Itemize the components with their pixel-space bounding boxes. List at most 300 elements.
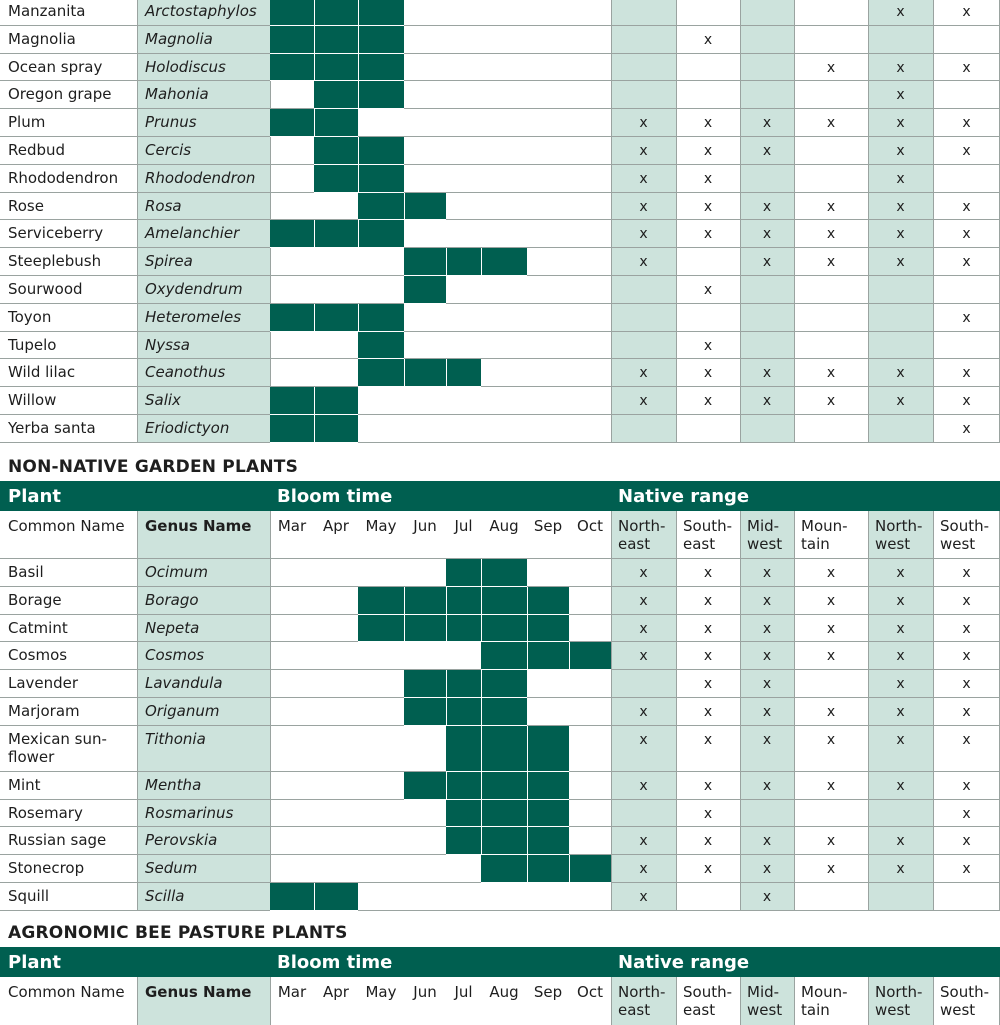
column-divider xyxy=(868,615,869,643)
column-divider xyxy=(676,0,677,26)
native-range-mark: x xyxy=(962,731,971,748)
bloom-month-divider xyxy=(314,220,315,247)
column-divider xyxy=(794,220,795,248)
column-divider xyxy=(868,248,869,276)
region-column-shade xyxy=(740,165,794,193)
column-divider xyxy=(868,387,869,415)
column-divider xyxy=(933,220,934,248)
column-divider xyxy=(868,0,869,26)
column-divider xyxy=(868,109,869,137)
plant-genus-name: Eriodictyon xyxy=(145,419,230,437)
bloom-period-bar xyxy=(481,642,611,669)
bloom-month-divider xyxy=(481,615,482,642)
native-range-mark: x xyxy=(703,861,713,878)
bloom-month-divider xyxy=(314,109,315,136)
plant-genus-name: Sedum xyxy=(145,859,198,878)
column-divider xyxy=(676,193,677,221)
native-range-mark: x xyxy=(896,254,905,271)
region-column-shade xyxy=(611,276,676,304)
bloom-month-divider xyxy=(481,726,482,771)
column-divider xyxy=(794,54,795,82)
column-divider xyxy=(270,276,271,304)
plant-common-name: Yerba santa xyxy=(8,419,96,437)
column-divider xyxy=(868,511,869,559)
column-divider xyxy=(794,587,795,615)
native-range-mark: x xyxy=(962,833,971,850)
column-divider xyxy=(740,276,741,304)
column-divider xyxy=(676,827,677,855)
column-divider xyxy=(794,248,795,276)
bloom-period-bar xyxy=(358,193,446,220)
section-title: NON-NATIVE GARDEN PLANTS xyxy=(8,457,299,477)
column-divider xyxy=(676,220,677,248)
bloom-month-divider xyxy=(446,772,447,799)
region-column-shade xyxy=(868,304,933,332)
column-divider xyxy=(740,359,741,387)
column-divider xyxy=(611,670,612,698)
bloom-period-bar xyxy=(270,26,404,53)
column-divider xyxy=(611,511,612,559)
column-divider xyxy=(740,827,741,855)
native-range-mark: x xyxy=(896,648,905,665)
region-label: Moun- xyxy=(801,517,848,535)
bloom-period-bar xyxy=(358,615,569,642)
section-title: AGRONOMIC BEE PASTURE PLANTS xyxy=(8,923,348,943)
column-divider xyxy=(270,559,271,587)
column-divider xyxy=(933,977,934,1025)
native-range-mark: x xyxy=(826,777,836,794)
column-divider xyxy=(611,855,612,883)
bloom-month-divider xyxy=(404,359,405,386)
column-divider xyxy=(137,81,138,109)
column-divider xyxy=(611,276,612,304)
native-range-mark: x xyxy=(896,59,905,76)
plant-common-name: Squill xyxy=(8,887,50,905)
month-label: Jul xyxy=(454,517,473,535)
bloom-period-bar xyxy=(404,248,527,275)
column-divider xyxy=(740,670,741,698)
plant-genus-name: Scilla xyxy=(145,887,185,905)
column-divider xyxy=(740,726,741,772)
column-divider xyxy=(137,587,138,615)
column-divider xyxy=(740,0,741,26)
region-label-line2: tain xyxy=(801,535,830,553)
native-range-mark: x xyxy=(826,565,836,581)
column-divider xyxy=(740,772,741,800)
header-plant: Plant xyxy=(8,486,61,507)
column-divider xyxy=(137,615,138,643)
plant-common-name: Mexican sun- xyxy=(8,729,107,748)
column-divider xyxy=(868,304,869,332)
region-column-shade xyxy=(740,81,794,109)
native-range-mark: x xyxy=(703,731,713,748)
column-divider xyxy=(676,137,677,165)
column-divider xyxy=(933,827,934,855)
native-range-mark: x xyxy=(703,833,713,850)
region-label-line2: west xyxy=(940,535,976,553)
native-range-mark: x xyxy=(826,59,836,76)
column-divider xyxy=(270,855,271,883)
native-range-mark: x xyxy=(762,648,772,665)
column-divider xyxy=(676,587,677,615)
native-range-mark: x xyxy=(826,620,836,637)
month-label: Apr xyxy=(323,983,349,1001)
bloom-period-bar xyxy=(358,587,569,614)
plant-genus-name: Heteromeles xyxy=(145,307,242,326)
column-divider xyxy=(611,359,612,387)
plant-genus-name: Origanum xyxy=(145,702,220,720)
region-label: Mid- xyxy=(747,983,780,1001)
plant-common-name: Russian sage xyxy=(8,831,107,850)
bloom-period-bar xyxy=(270,0,404,25)
bloom-month-divider xyxy=(446,698,447,725)
column-divider xyxy=(676,415,677,443)
native-range-mark: x xyxy=(703,393,713,410)
month-label: Mar xyxy=(277,517,307,535)
plant-common-name: Magnolia xyxy=(8,29,76,48)
native-range-mark: x xyxy=(639,777,648,794)
bloom-period-bar xyxy=(446,827,569,854)
column-divider xyxy=(270,359,271,387)
bloom-month-divider xyxy=(569,642,570,669)
region-column-shade xyxy=(740,276,794,304)
native-range-mark: x xyxy=(639,254,648,271)
column-divider xyxy=(676,855,677,883)
column-divider xyxy=(740,511,741,559)
column-divider xyxy=(794,800,795,828)
column-divider xyxy=(270,726,271,772)
bloom-period-bar xyxy=(404,670,527,697)
column-divider xyxy=(270,827,271,855)
native-range-mark: x xyxy=(703,648,713,665)
bloom-row-divider xyxy=(270,247,404,248)
column-divider xyxy=(740,332,741,360)
plant-genus-name: Rosa xyxy=(145,196,182,215)
native-range-mark: x xyxy=(639,648,648,665)
column-divider xyxy=(137,827,138,855)
plant-genus-name: Nyssa xyxy=(145,335,190,354)
bloom-period-bar xyxy=(314,81,404,108)
plant-genus-name: Magnolia xyxy=(145,29,213,48)
column-divider xyxy=(137,248,138,276)
bloom-period-bar xyxy=(314,165,404,192)
native-range-mark: x xyxy=(896,833,905,850)
column-divider xyxy=(794,827,795,855)
column-divider xyxy=(611,827,612,855)
column-divider xyxy=(794,109,795,137)
column-divider xyxy=(740,883,741,911)
plant-genus-name: Lavandula xyxy=(145,674,223,693)
native-range-mark: x xyxy=(826,365,836,382)
region-label: North- xyxy=(618,517,666,535)
column-divider xyxy=(868,137,869,165)
column-divider xyxy=(137,511,138,559)
region-column-shade xyxy=(868,276,933,304)
native-range-mark: x xyxy=(703,282,713,298)
bloom-month-divider xyxy=(527,726,528,771)
bloom-row-divider xyxy=(270,910,358,911)
native-range-mark: x xyxy=(826,833,836,850)
bloom-period-bar xyxy=(358,332,404,359)
column-divider xyxy=(676,698,677,726)
column-divider xyxy=(933,304,934,332)
native-range-mark: x xyxy=(762,198,772,215)
bloom-period-bar xyxy=(446,726,569,771)
column-divider xyxy=(868,827,869,855)
bloom-month-divider xyxy=(404,587,405,614)
plant-common-name: Wild lilac xyxy=(8,363,76,382)
bloom-month-divider xyxy=(481,827,482,854)
column-divider xyxy=(933,276,934,304)
bloom-month-divider xyxy=(527,800,528,827)
plant-genus-name: Cosmos xyxy=(145,646,205,665)
region-label-line2: east xyxy=(618,535,651,553)
region-label-line2: west xyxy=(940,1001,976,1019)
native-range-mark: x xyxy=(962,648,971,665)
column-divider xyxy=(676,165,677,193)
plant-genus-name: Oxydendrum xyxy=(145,280,243,298)
column-divider xyxy=(794,415,795,443)
bloom-month-divider xyxy=(358,304,359,331)
column-divider xyxy=(137,359,138,387)
column-divider xyxy=(933,511,934,559)
native-range-mark: x xyxy=(962,565,971,581)
column-divider xyxy=(868,587,869,615)
native-range-mark: x xyxy=(762,143,772,159)
column-divider xyxy=(137,220,138,248)
column-divider xyxy=(137,670,138,698)
column-divider xyxy=(794,977,795,1025)
column-divider xyxy=(611,698,612,726)
column-divider xyxy=(740,587,741,615)
column-divider xyxy=(740,642,741,670)
bloom-month-divider xyxy=(358,0,359,25)
native-range-mark: x xyxy=(962,676,971,693)
bloom-month-divider xyxy=(404,615,405,642)
bloom-month-divider xyxy=(569,855,570,882)
column-divider xyxy=(676,26,677,54)
bloom-period-bar xyxy=(446,800,569,827)
column-divider xyxy=(740,559,741,587)
native-range-mark: x xyxy=(639,704,648,720)
column-divider xyxy=(794,670,795,698)
native-range-mark: x xyxy=(826,648,836,665)
native-range-mark: x xyxy=(896,115,905,132)
native-range-mark: x xyxy=(703,337,713,354)
header-bloom-time: Bloom time xyxy=(277,486,393,507)
native-range-mark: x xyxy=(962,365,971,382)
column-divider xyxy=(676,511,677,559)
region-label: Moun- xyxy=(801,983,848,1001)
region-column-shade xyxy=(868,332,933,360)
bloom-month-divider xyxy=(314,0,315,25)
bloom-period-bar xyxy=(404,698,527,725)
native-range-mark: x xyxy=(962,4,971,20)
column-divider xyxy=(611,248,612,276)
plant-common-name: Catmint xyxy=(8,618,68,637)
bloom-month-divider xyxy=(527,615,528,642)
column-divider xyxy=(794,165,795,193)
row-divider xyxy=(0,442,1000,443)
column-divider xyxy=(868,883,869,911)
native-range-mark: x xyxy=(896,620,905,637)
column-divider xyxy=(740,304,741,332)
column-common-name: Common Name xyxy=(8,983,125,1001)
native-range-mark: x xyxy=(896,170,905,187)
column-divider xyxy=(933,772,934,800)
plant-genus-name: Arctostaphylos xyxy=(145,2,257,20)
column-divider xyxy=(933,332,934,360)
column-divider xyxy=(868,670,869,698)
native-range-mark: x xyxy=(896,565,905,581)
bloom-row-divider xyxy=(481,882,611,883)
column-divider xyxy=(611,800,612,828)
native-range-mark: x xyxy=(962,254,971,271)
column-divider xyxy=(794,26,795,54)
column-divider xyxy=(137,387,138,415)
column-divider xyxy=(270,81,271,109)
column-divider xyxy=(137,642,138,670)
column-divider xyxy=(676,772,677,800)
native-range-mark: x xyxy=(896,87,905,104)
column-divider xyxy=(676,559,677,587)
bloom-month-divider xyxy=(358,220,359,247)
bloom-month-divider xyxy=(446,587,447,614)
native-range-mark: x xyxy=(703,620,713,637)
bloom-row-divider xyxy=(358,386,481,387)
native-range-mark: x xyxy=(962,805,971,822)
header-native-range: Native range xyxy=(618,486,750,507)
plant-genus-name: Holodiscus xyxy=(145,57,226,76)
column-divider xyxy=(611,26,612,54)
bloom-month-divider xyxy=(314,387,315,414)
column-divider xyxy=(794,193,795,221)
column-divider xyxy=(868,698,869,726)
column-divider xyxy=(137,137,138,165)
bloom-month-divider xyxy=(314,304,315,331)
region-column-shade xyxy=(611,800,676,828)
native-range-mark: x xyxy=(962,393,971,410)
column-common-name: Common Name xyxy=(8,517,125,535)
native-range-mark: x xyxy=(639,393,648,410)
column-divider xyxy=(868,772,869,800)
bloom-period-bar xyxy=(314,137,404,164)
column-divider xyxy=(740,698,741,726)
bloom-period-bar xyxy=(270,54,404,81)
column-divider xyxy=(611,615,612,643)
column-divider xyxy=(794,883,795,911)
column-divider xyxy=(676,109,677,137)
column-divider xyxy=(740,193,741,221)
bloom-month-divider xyxy=(446,615,447,642)
column-divider xyxy=(270,332,271,360)
column-divider xyxy=(794,276,795,304)
column-divider xyxy=(611,193,612,221)
region-column-shade xyxy=(611,332,676,360)
native-range-mark: x xyxy=(703,226,713,243)
column-divider xyxy=(270,772,271,800)
column-divider xyxy=(611,0,612,26)
column-divider xyxy=(794,81,795,109)
column-divider xyxy=(868,359,869,387)
plant-common-name: Rosemary xyxy=(8,803,83,822)
native-range-mark: x xyxy=(896,226,905,243)
native-range-mark: x xyxy=(703,805,713,822)
column-divider xyxy=(794,855,795,883)
region-label: Mid- xyxy=(747,517,780,535)
column-divider xyxy=(137,415,138,443)
region-column-shade xyxy=(868,800,933,828)
column-divider xyxy=(740,855,741,883)
column-divider xyxy=(611,220,612,248)
column-divider xyxy=(137,304,138,332)
plant-common-name: Ocean spray xyxy=(8,57,103,76)
column-divider xyxy=(676,276,677,304)
native-range-mark: x xyxy=(639,565,648,581)
column-divider xyxy=(676,359,677,387)
native-range-mark: x xyxy=(639,833,648,850)
region-label-line2: west xyxy=(875,1001,911,1019)
bloom-month-divider xyxy=(446,670,447,697)
plant-genus-name: Amelanchier xyxy=(145,224,240,243)
bloom-row-divider xyxy=(404,303,446,304)
column-divider xyxy=(611,587,612,615)
column-divider xyxy=(740,165,741,193)
native-range-mark: x xyxy=(962,309,971,326)
column-divider xyxy=(933,137,934,165)
native-range-mark: x xyxy=(762,704,772,720)
bloom-month-divider xyxy=(314,415,315,442)
native-range-mark: x xyxy=(639,592,648,609)
region-label: South- xyxy=(940,517,990,535)
column-divider xyxy=(611,726,612,772)
native-range-mark: x xyxy=(762,592,772,609)
native-range-mark: x xyxy=(639,861,648,878)
native-range-mark: x xyxy=(703,143,713,159)
column-divider xyxy=(740,26,741,54)
column-divider xyxy=(740,248,741,276)
column-divider xyxy=(933,670,934,698)
month-label: Jul xyxy=(454,983,473,1001)
column-divider xyxy=(137,800,138,828)
native-range-mark: x xyxy=(896,4,905,20)
native-range-mark: x xyxy=(896,592,905,609)
column-divider xyxy=(933,800,934,828)
region-label-line2: west xyxy=(875,535,911,553)
native-range-mark: x xyxy=(703,565,713,581)
month-label: Jun xyxy=(413,517,437,535)
native-range-mark: x xyxy=(703,704,713,720)
column-divider xyxy=(137,26,138,54)
bloom-period-bar xyxy=(481,855,611,882)
plant-genus-name: Nepeta xyxy=(145,618,200,637)
bloom-month-divider xyxy=(527,587,528,614)
region-column-shade xyxy=(740,415,794,443)
bloom-month-divider xyxy=(527,772,528,799)
plant-genus-name: Rhododendron xyxy=(145,168,256,187)
native-range-mark: x xyxy=(896,731,905,748)
column-divider xyxy=(933,81,934,109)
header-native-range: Native range xyxy=(618,952,750,973)
bloom-month-divider xyxy=(358,54,359,81)
bloom-month-divider xyxy=(527,827,528,854)
native-range-mark: x xyxy=(962,59,971,76)
bloom-month-divider xyxy=(446,248,447,275)
column-divider xyxy=(270,670,271,698)
bloom-month-divider xyxy=(481,698,482,725)
native-range-mark: x xyxy=(703,115,713,132)
plant-common-name: Cosmos xyxy=(8,646,68,665)
